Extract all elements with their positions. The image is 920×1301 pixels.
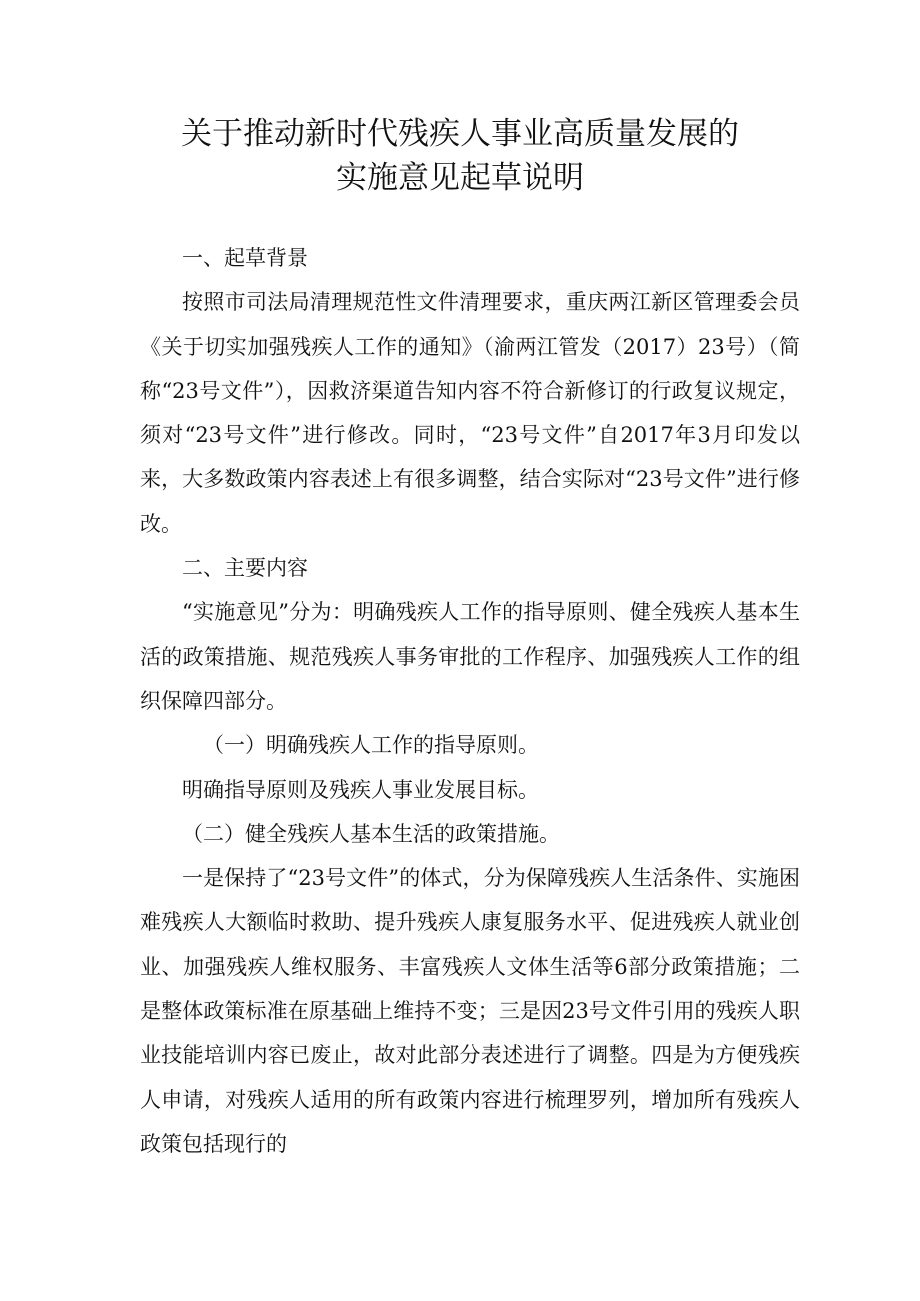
paragraph-guiding-principles: 明确指导原则及残疾人事业发展目标。 — [182, 777, 539, 802]
document-body — [140, 236, 800, 1166]
document-title-line-2: 实施意见起草说明 — [336, 160, 584, 196]
subsection-heading-1: （一）明确残疾人工作的指导原则。 — [203, 733, 539, 758]
paragraph-policy-measures: 一是保持了“23号文件”的体式，分为保障残疾人生活条件、实施困难残疾人大额临时救助、提升残疾人康复服务水平、促进残疾人就业创业、加强残疾人维权服务、丰富残疾人文体生活等6部分政策措施；二是整体政策标准在原基础上维持不变；三是因23号文件引用的残疾人职业技能培训内容已废止，故对此部分表述进行了调整。四是为方便残疾人申请，对残疾人适用的所有政策内容进行梳理罗列，增加所有残疾人政策包括现行的 — [140, 866, 800, 1156]
subsection-heading-2: （二）健全残疾人基本生活的政策措施。 — [182, 821, 560, 846]
section-heading-background: 一、起草背景 — [182, 246, 308, 270]
paragraph-background: 按照市司法局清理规范性文件清理要求，重庆两江新区管理委会员《关于切实加强残疾人工作的通知》（渝两江管发（2017）23号）（简称“23号文件”），因救济渠道告知内容不符合新修订的行政复议规定，须对“23号文件”进行修改。同时，“23号文件”自2017年3月印发以来，大多数政策内容表述上有很多调整，结合实际对“23号文件”进行修改。 — [140, 290, 800, 536]
document-title-line-1: 关于推动新时代残疾人事业高质量发展的 — [181, 116, 739, 152]
paragraph-overview: “实施意见”分为：明确残疾人工作的指导原则、健全残疾人基本生活的政策措施、规范残疾人事务审批的工作程序、加强残疾人工作的组织保障四部分。 — [140, 600, 800, 713]
section-heading-main-content: 二、主要内容 — [182, 556, 308, 581]
